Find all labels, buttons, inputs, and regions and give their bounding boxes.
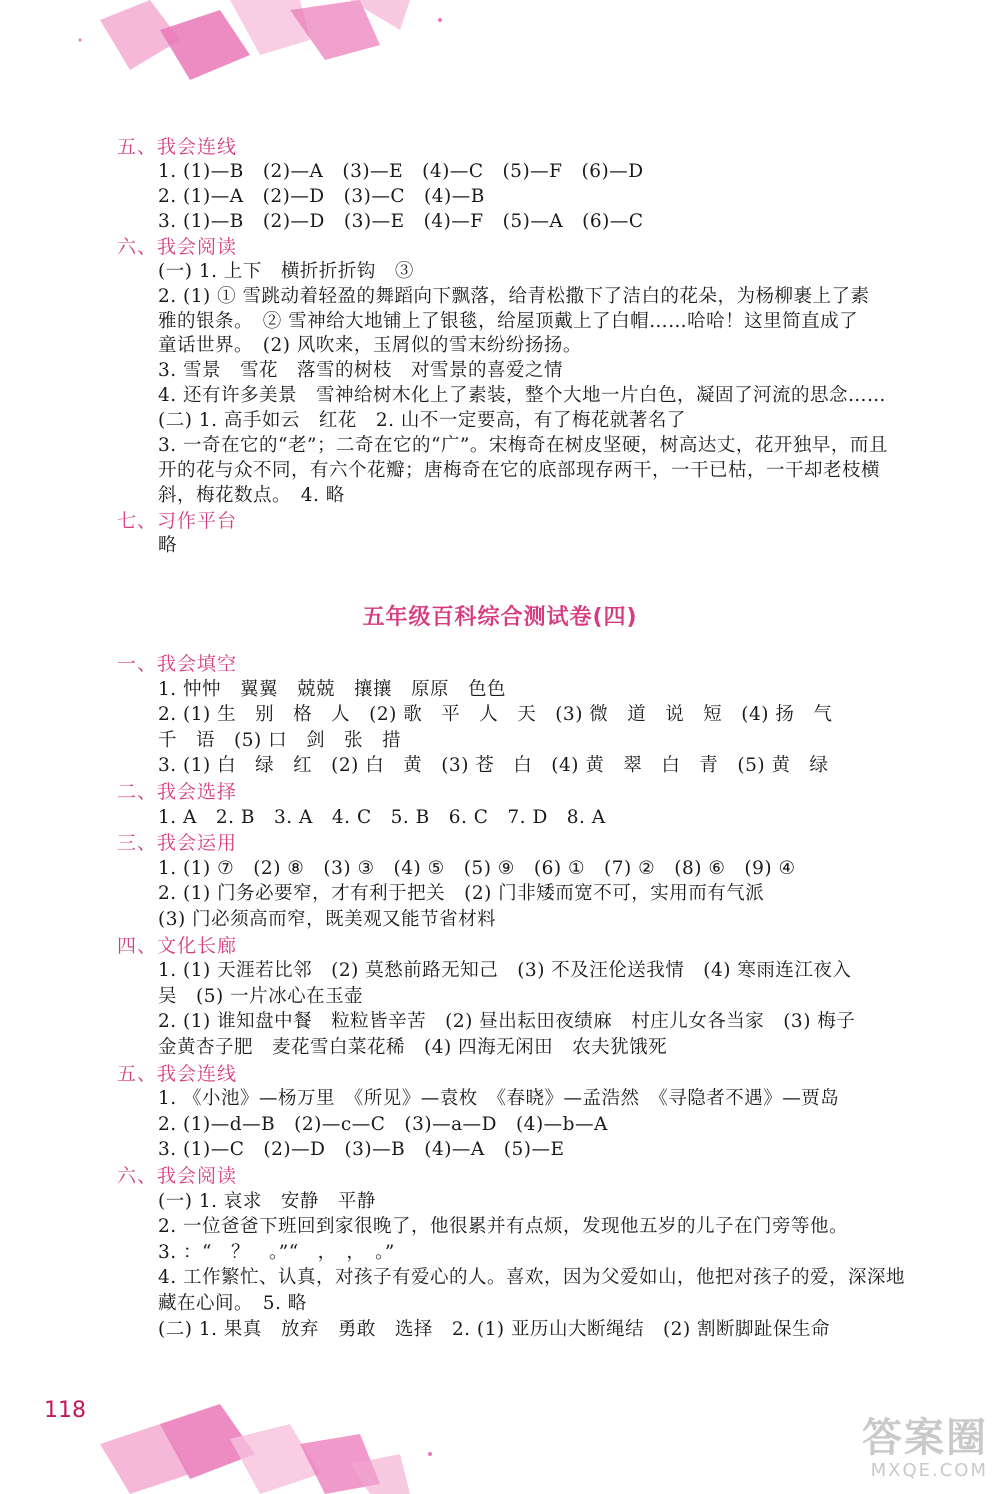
answer-line: 2. (1) 谁知盘中餐 粒粒皆辛苦 (2) 昼出耘田夜绩麻 村庄儿女各当家 (3) 梅子 (158, 1011, 856, 1033)
answer-line: 2. 一位爸爸下班回到家很晚了，他很累并有点烦，发现他五岁的儿子在门旁等他。 (158, 1216, 849, 1238)
answer-line: 童话世界。 (2) 风吹来，玉屑似的雪末纷纷扬扬。 (158, 335, 582, 357)
answer-line: 4. 工作繁忙、认真，对孩子有爱心的人。喜欢，因为父爱如山，他把对孩子的爱，深深地 (158, 1267, 906, 1289)
answer-line: 藏在心间。 5. 略 (158, 1293, 307, 1314)
section-heading: 七、习作平台 (117, 509, 238, 532)
answer-line: 3. (1) 白 绿 红 (2) 白 黄 (3) 苍 白 (4) 黄 翠 白 青 (5) 黄 绿 (158, 755, 829, 777)
answer-line: (一) 1. 上下 横折折折钩 ③ (158, 260, 414, 282)
watermark-logo: 答案圈 (862, 1415, 988, 1461)
answer-line: 3. 一奇在它的“老”；二奇在它的“广”。宋梅奇在树皮坚硬，树高达丈，花开独早，而且 (158, 435, 888, 456)
section-heading: 六、我会阅读 (117, 1165, 238, 1187)
answer-line: 1. (1) 天涯若比邻 (2) 莫愁前路无知己 (3) 不及汪伦送我情 (4) 寒雨连江夜入 (158, 960, 852, 982)
section-heading: 六、我会阅读 (117, 235, 238, 258)
watermark (788, 1416, 988, 1486)
answer-line: 2. (1) 门务必要窄，才有利于把关 (2) 门非矮而宽不可，实用而有气派 (158, 883, 765, 905)
answer-line: 1. A 2. B 3. A 4. C 5. B 6. C 7. D 8. A (158, 806, 606, 828)
answer-line: 1. (1) ⑦ (2) ⑧ (3) ③ (4) ⑤ (5) ⑨ (6) ① (7) ② (8) ⑥ (9) ④ (158, 857, 796, 879)
answer-line: 雅的银条。 ② 雪神给大地铺上了银毯，给屋顶戴上了白帽……哈哈！这里简直成了 (158, 310, 859, 332)
answer-line: 金黄杏子肥 麦花雪白菜花稀 (4) 四海无闲田 农夫犹饿死 (158, 1037, 668, 1058)
answer-line: 1. 《小池》—杨万里 《所见》—袁枚 《春晓》—孟浩然 《寻隐者不遇》—贾岛 (158, 1088, 840, 1110)
answer-line: 1. 忡忡 翼翼 兢兢 攘攘 原原 色色 (158, 678, 507, 700)
section-heading: 一、我会填空 (117, 653, 238, 675)
section-heading: 二、我会选择 (117, 781, 238, 803)
answer-line: (二) 1. 果真 放弃 勇敢 选择 2. (1) 亚历山大断绳结 (2) 割断脚趾保生命 (158, 1318, 831, 1340)
watermark-url: MXQE.COM (870, 1460, 988, 1481)
answer-line: 吴 (5) 一片冰心在玉壶 (158, 985, 364, 1007)
answer-line: 1. (1)—B (2)—A (3)—E (4)—C (5)—F (6)—D (158, 161, 644, 182)
answer-line: 开的花与众不同，有六个花瓣；唐梅奇在它的底部现存两干，一干已枯，一干却老枝横 (158, 459, 881, 481)
answer-line: 略 (158, 534, 178, 556)
answer-line: 3. ：“ ？ 。”“ ， ， 。” (158, 1241, 395, 1263)
section-heading: 五、我会连线 (117, 136, 238, 158)
answer-line: 2. (1)—d—B (2)—c—C (3)—a—D (4)—b—A (158, 1113, 608, 1135)
answer-line: 2. (1)—A (2)—D (3)—C (4)—B (158, 185, 485, 207)
page-title: 五年级百科综合测试卷(四) (362, 605, 638, 630)
answer-line: 3. (1)—B (2)—D (3)—E (4)—F (5)—A (6)—C (158, 210, 644, 232)
answer-line: 3. 雪景 雪花 落雪的树枝 对雪景的喜爱之情 (158, 360, 564, 382)
answer-line: 2. (1) 生 别 格 人 (2) 歌 平 人 天 (3) 微 道 说 短 (4) 扬 气 (158, 704, 833, 726)
answer-line: 千 语 (5) 口 剑 张 措 (158, 729, 402, 751)
section-heading: 四、文化长廊 (117, 934, 238, 957)
section-heading: 五、我会连线 (117, 1062, 238, 1085)
page-number: 118 (44, 1398, 86, 1423)
answer-line: 2. (1) ① 雪跳动着轻盈的舞蹈向下飘落，给青松撒下了洁白的花朵，为杨柳裹上了素 (158, 285, 870, 307)
answer-line: (一) 1. 哀求 安静 平静 (158, 1190, 376, 1212)
answer-line: (3) 门必须高而窄，既美观又能节省材料 (158, 909, 497, 930)
answer-line: 3. (1)—C (2)—D (3)—B (4)—A (5)—E (158, 1139, 565, 1161)
answer-line: 斜，梅花数点。 4. 略 (158, 484, 345, 506)
answer-line: 4. 还有许多美景 雪神给树木化上了素装，整个大地一片白色，凝固了河流的思念…… (158, 385, 887, 407)
answer-line: (二) 1. 高手如云 红花 2. 山不一定要高，有了梅花就著名了 (158, 410, 686, 432)
section-heading: 三、我会运用 (117, 832, 238, 855)
